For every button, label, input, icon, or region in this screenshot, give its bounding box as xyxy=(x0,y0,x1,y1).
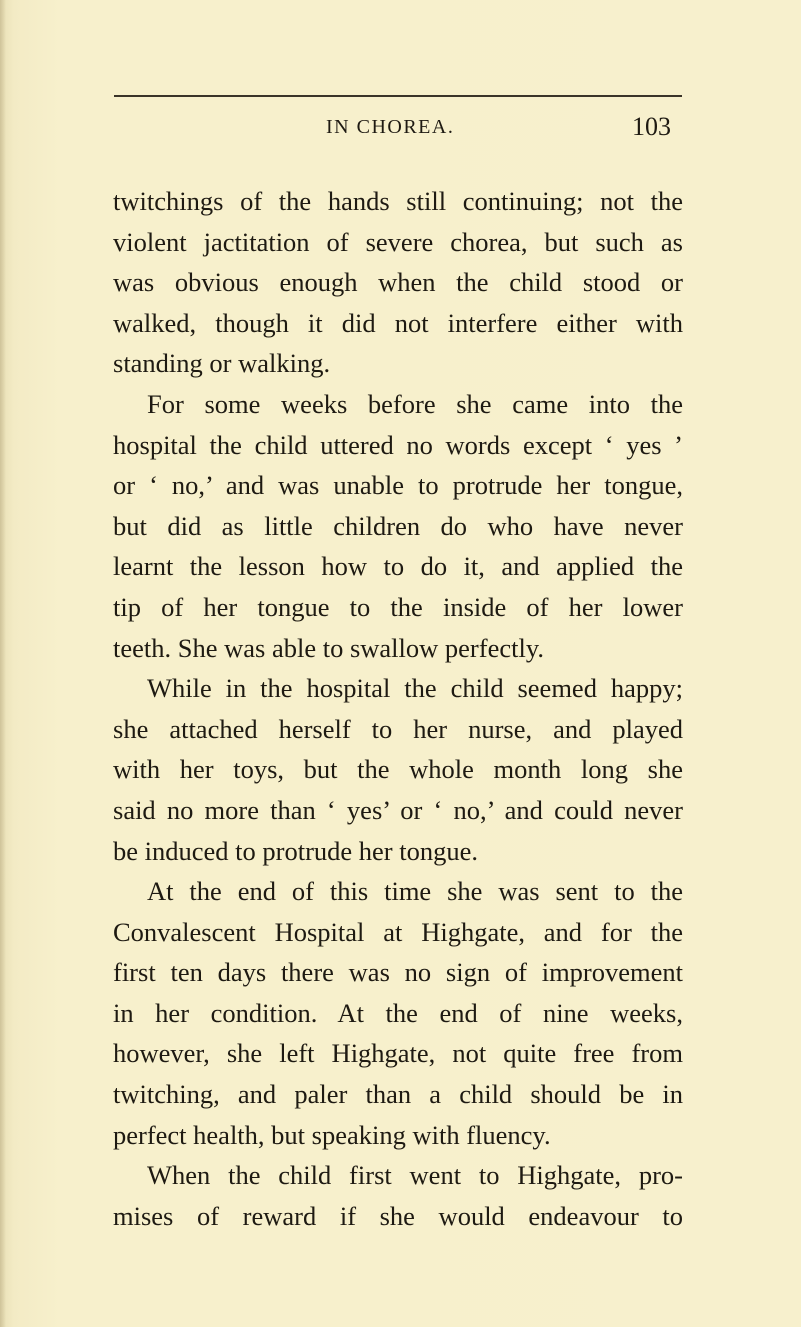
text-line: but did as little children do who have never xyxy=(113,510,683,541)
paragraph-first-line: When the child first went to Highgate, pro- xyxy=(147,1160,683,1191)
paragraph-first-line: For some weeks before she came into the xyxy=(147,388,683,419)
text-line: said no more than ‘ yes’ or ‘ no,’ and could never xyxy=(113,794,683,825)
text-line: or ‘ no,’ and was unable to protrude her tongue, xyxy=(113,470,683,501)
body-text xyxy=(113,181,683,1236)
text-line: first ten days there was no sign of improvement xyxy=(113,957,683,988)
text-line: hospital the child uttered no words except ‘ yes ’ xyxy=(113,429,683,460)
text-line: be induced to protrude her tongue. xyxy=(113,835,478,866)
text-line: learnt the lesson how to do it, and applied the xyxy=(113,551,683,582)
text-line: perfect health, but speaking with fluency. xyxy=(113,1119,551,1150)
text-line: was obvious enough when the child stood or xyxy=(113,267,683,298)
text-line: Convalescent Hospital at Highgate, and for the xyxy=(113,916,683,947)
running-head: IN CHOREA. xyxy=(326,116,455,138)
paragraph-first-line: While in the hospital the child seemed happy; xyxy=(147,673,683,704)
paragraph-first-line: At the end of this time she was sent to the xyxy=(147,876,683,907)
text-line: twitching, and paler than a child should be in xyxy=(113,1079,683,1110)
text-line: standing or walking. xyxy=(113,348,331,379)
text-line: twitchings of the hands still continuing; not the xyxy=(113,186,683,216)
text-line: in her condition. At the end of nine weeks, xyxy=(113,997,683,1028)
text-line: she attached herself to her nurse, and played xyxy=(113,713,683,744)
binding-edge xyxy=(0,0,6,1327)
text-line: walked, though it did not interfere either with xyxy=(113,307,683,338)
text-line: tip of her tongue to the inside of her lower xyxy=(113,591,683,622)
page-number: 103 xyxy=(632,112,671,141)
text-line: teeth. She was able to swallow perfectly. xyxy=(113,632,544,663)
text-line: however, she left Highgate, not quite free from xyxy=(113,1038,683,1069)
text-line: with her toys, but the whole month long she xyxy=(113,754,683,785)
text-line: violent jactitation of severe chorea, but such as xyxy=(113,226,683,257)
header-rule xyxy=(114,95,682,97)
text-line: mises of reward if she would endeavour to xyxy=(113,1200,683,1231)
